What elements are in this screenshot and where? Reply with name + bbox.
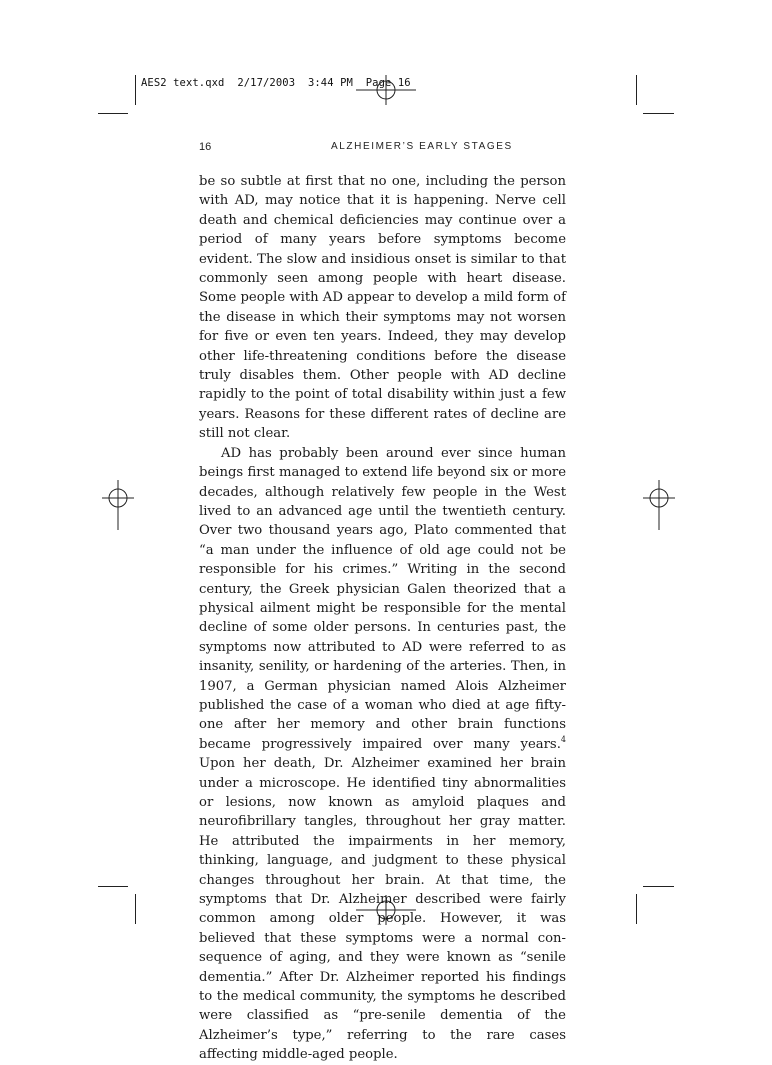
slug-date: 2/17/2003 [237,77,296,89]
running-head-title: ALZHEIMER’S EARLY STAGES [331,141,513,152]
footnote-reference: 4 [560,734,566,744]
registration-mark-top [356,72,416,108]
crop-mark-bottom-left-horizontal [98,886,128,887]
crop-mark-bottom-left-vertical [135,894,136,924]
crop-mark-top-right-vertical [636,75,637,105]
paragraph-2-part-a: AD has probably been around ever since human beings first managed to extend life beyond six or more decades, although relatively few people in the West lived to an advanced age until the twentieth century. Over two thousand years ago, Plato commented that “a man under the influence of old age could not be responsible for his crimes.” Writing in the second century, the Greek physician Galen theorized that a physical ailment might be responsible for the mental decline of some older persons. In centuries past, the symptoms now attributed to AD were referred to as insanity, senility, or hardening of the arteries. Then, in 1907, a German physician named Alois Alzheimer published the case of a woman who died at age fifty-one after her memory and other brain functions became progressively impaired over many years. [199,445,566,752]
running-head [0,141,772,157]
registration-mark-left [100,480,140,530]
crop-mark-top-left-vertical [135,75,136,105]
paragraph-2 [199,444,566,1065]
slug-page-label: Page 16 [365,77,411,89]
paragraph-1: be so subtle at first that no one, including the person with AD, may notice that it is happening. Nerve cell death and chemical deficiencies may continue over a period of many years before symptoms become evident. The slow and insidious onset is similar to that commonly seen among people with heart disease. Some people with AD appear to develop a mild form of the disease in which their symptoms may not worsen for five or even ten years. Indeed, they may develop other life-threatening conditions before the disease truly disables them. Other people with AD decline rapidly to the point of total disability within just a few years. Reasons for these different rates of decline are still not clear. [199,174,566,442]
crop-mark-top-left-horizontal [98,113,128,114]
paragraph-2-part-b: Upon her death, Dr. Alzheimer examined her brain under a microscope. He identified tiny abnormalities or lesions, now known as amyloid plaques and neurofibrillary tangles, throughout her gray matter. He attributed the impairments in her memory, thinking, language, and judgment to these physical changes throughout her brain. At that time, the symptoms that Dr. Alzheimer described were fairly common among older people. However, it was believed that these symptoms were a normal consequence of aging, and they were known as “senile dementia.” After Dr. Alzheimer reported his findings to the medical community, the symptoms he described were classified as “pre-senile dementia of the Alzheimer’s type,” referring to the rare cases affecting middle-aged people. [199,756,566,1063]
crop-mark-top-right-horizontal [643,113,674,114]
slug-filename: AES2 text.qxd [141,77,225,89]
slug-time: 3:44 PM [307,77,353,89]
body-text [199,172,566,1065]
registration-mark-right [641,480,681,530]
crop-mark-bottom-right-horizontal [643,886,674,887]
page-number: 16 [199,141,212,153]
crop-mark-bottom-right-vertical [636,894,637,924]
